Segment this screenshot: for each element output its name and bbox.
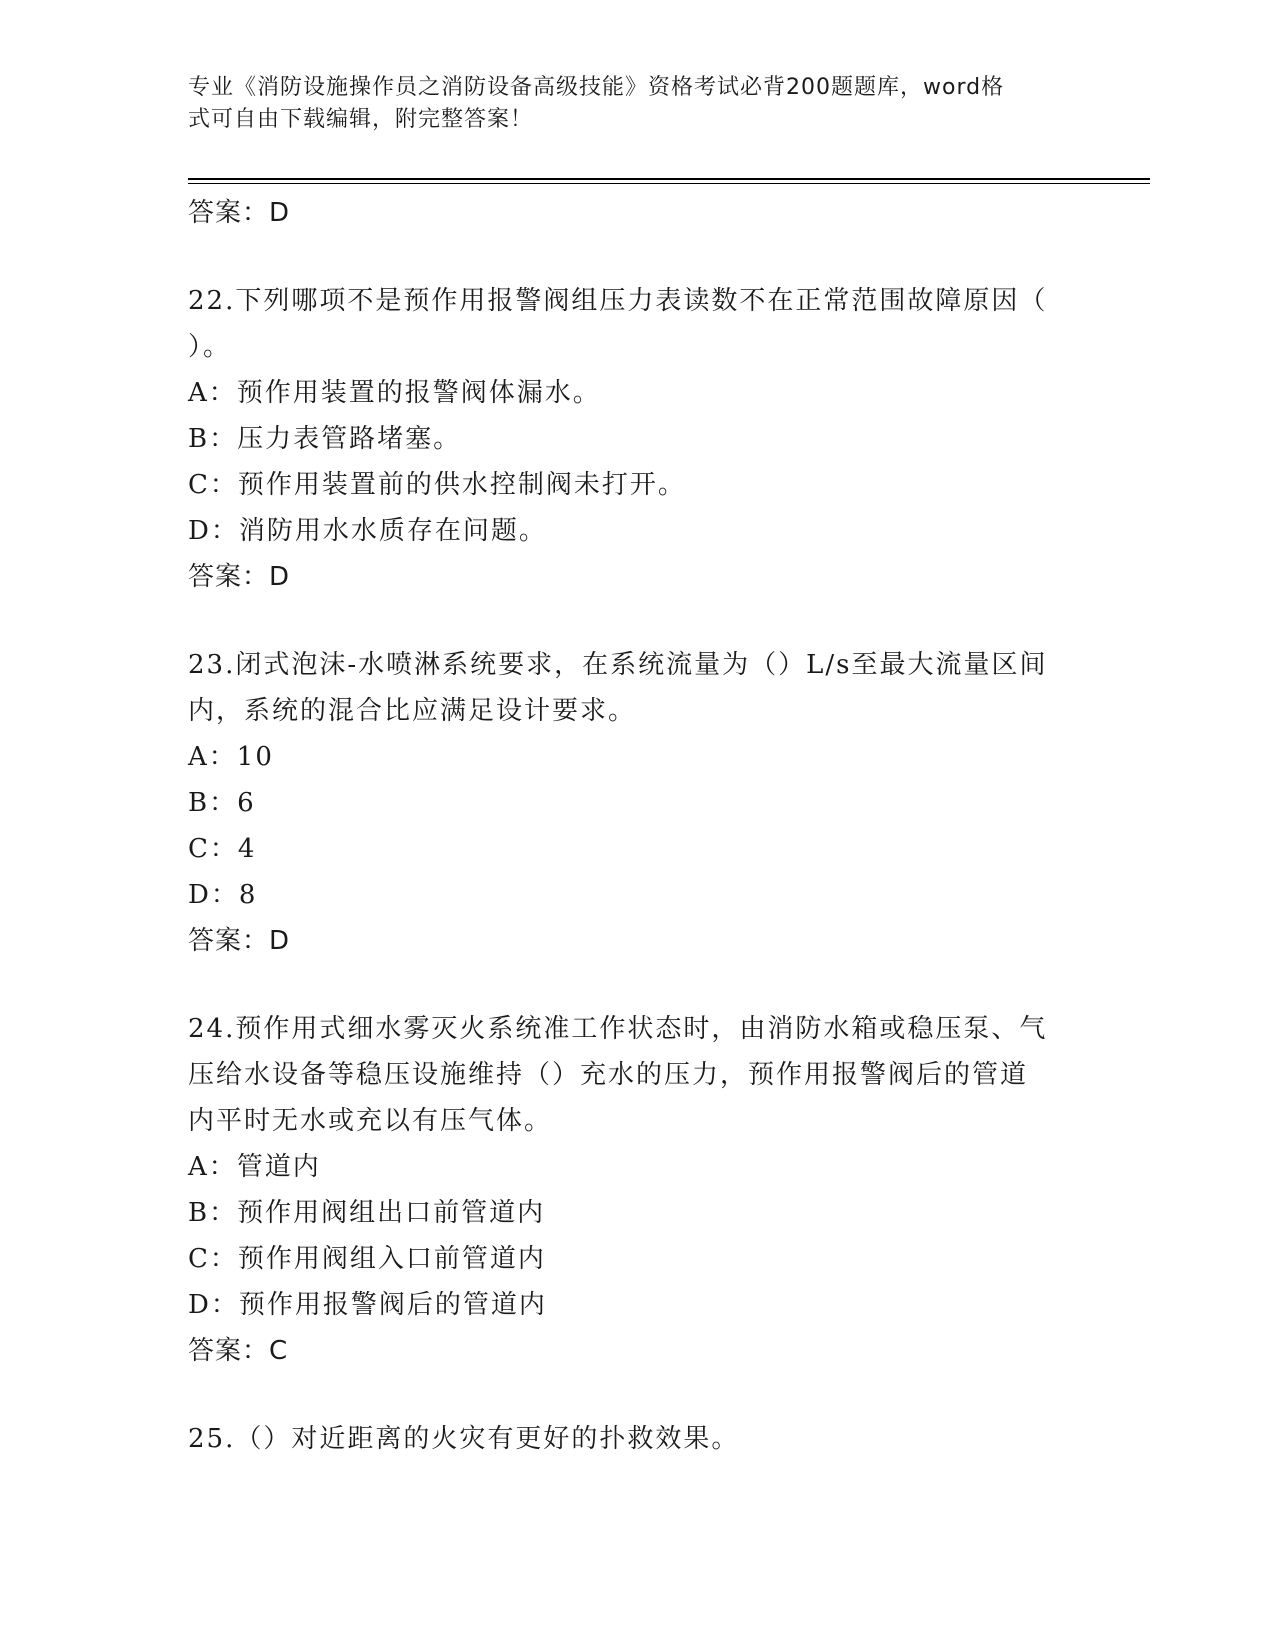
answer-line: 答案：D	[188, 562, 291, 592]
header-line-2: 式可自由下载编辑，附完整答案！	[188, 107, 534, 132]
option-c: C：4	[188, 834, 257, 864]
option-a: A：10	[188, 742, 274, 772]
option-a: A：管道内	[188, 1152, 321, 1182]
option-c: C：预作用装置前的供水控制阀未打开。	[188, 470, 686, 500]
document-header	[188, 72, 1068, 136]
question-stem-line: 内平时无水或充以有压气体。	[188, 1106, 553, 1136]
document-body	[188, 190, 1088, 1462]
answer-line: 答案：D	[188, 926, 291, 956]
option-b: B：预作用阀组出口前管道内	[188, 1198, 546, 1228]
option-a: A：预作用装置的报警阀体漏水。	[188, 378, 601, 408]
question-stem-line: 25.（）对近距离的火灾有更好的扑救效果。	[188, 1424, 740, 1454]
option-d: D：8	[188, 880, 258, 910]
question-stem-line: 23.闭式泡沫-水喷淋系统要求，在系统流量为（）L/s至最大流量区间	[188, 650, 1048, 680]
header-line-1: 专业《消防设施操作员之消防设备高级技能》资格考试必背200题题库，word格	[188, 75, 1005, 100]
question-stem-line: ）。	[188, 332, 232, 362]
option-b: B：6	[188, 788, 256, 818]
question-22	[188, 278, 1088, 600]
question-stem-line: 内，系统的混合比应满足设计要求。	[188, 696, 637, 726]
option-d: D：消防用水水质存在问题。	[188, 516, 547, 546]
answer-line: 答案：D	[188, 198, 291, 228]
header-divider-thin	[188, 183, 1150, 184]
option-d: D：预作用报警阀后的管道内	[188, 1290, 547, 1320]
option-c: C：预作用阀组入口前管道内	[188, 1244, 546, 1274]
question-stem-line: 压给水设备等稳压设施维持（）充水的压力，预作用报警阀后的管道	[188, 1060, 1029, 1090]
question-23	[188, 642, 1088, 964]
answer-line: 答案：C	[188, 1336, 289, 1366]
question-25	[188, 1416, 1088, 1462]
question-stem-line: 22.下列哪项不是预作用报警阀组压力表读数不在正常范围故障原因（	[188, 286, 1048, 316]
question-24	[188, 1006, 1088, 1374]
option-b: B：压力表管路堵塞。	[188, 424, 462, 454]
question-stem-line: 24.预作用式细水雾灭火系统准工作状态时，由消防水箱或稳压泵、气	[188, 1014, 1048, 1044]
header-divider-thick	[188, 178, 1150, 180]
